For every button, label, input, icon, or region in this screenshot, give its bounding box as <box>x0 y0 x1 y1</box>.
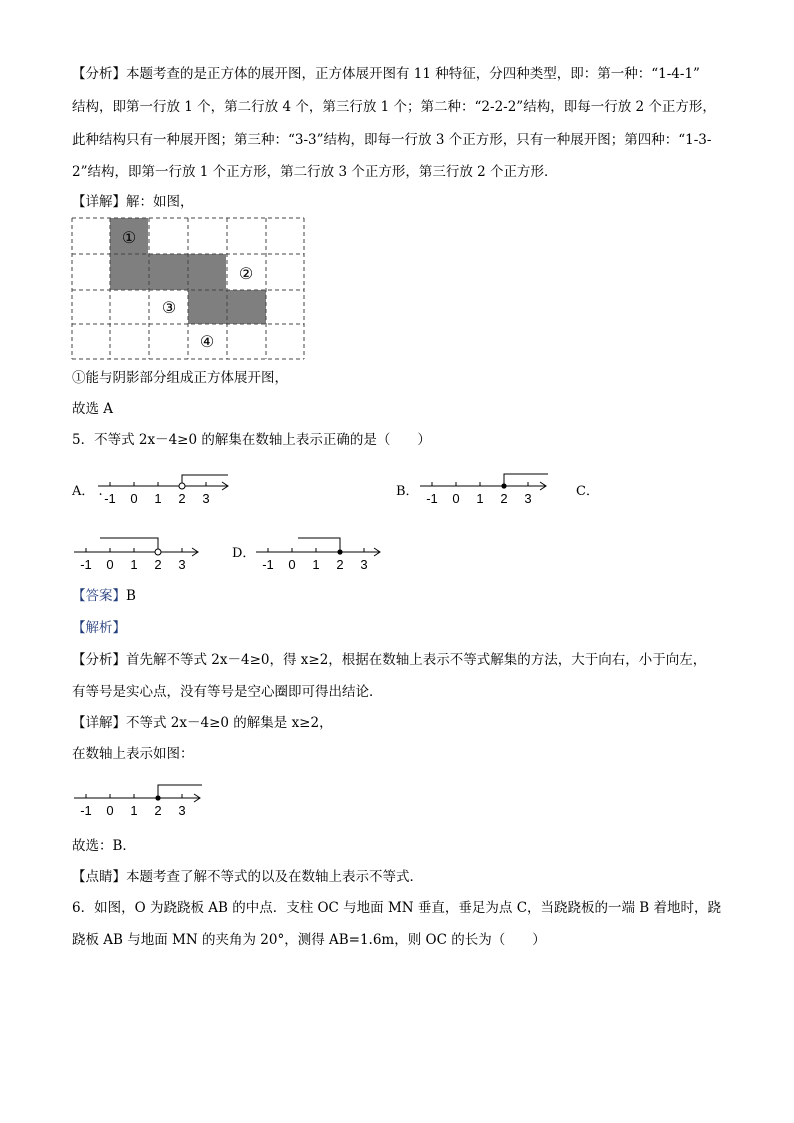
svg-text:0: 0 <box>106 803 114 818</box>
tick-label: 2 <box>178 491 186 506</box>
svg-text:0: 0 <box>106 557 114 572</box>
solid-dot <box>155 795 160 800</box>
xiangjie-line-1: 【详解】不等式 2x－4≥0 的解集是 x≥2， <box>72 715 333 731</box>
grid-label-4: ④ <box>199 334 215 351</box>
question-5: 5．不等式 2x－4≥0 的解集在数轴上表示正确的是（ ） <box>72 432 431 448</box>
analysis-line-2: 结构，即第一行放 1 个，第二行放 4 个，第三行放 1 个；第二种：“2-2-2”结构，即每一行放 2 个正方形， <box>72 99 716 115</box>
svg-text:-1: -1 <box>80 803 92 818</box>
tick-label: 0 <box>130 491 138 506</box>
svg-text:3: 3 <box>524 491 532 506</box>
shaded-cell <box>110 254 226 290</box>
svg-text:2: 2 <box>154 557 162 572</box>
guxuan-line: 故选：B． <box>72 838 136 854</box>
solid-dot <box>501 483 506 488</box>
number-line-c <box>72 534 208 572</box>
number-line-d <box>254 534 390 572</box>
grid-label-3: ③ <box>161 300 177 317</box>
svg-text:0: 0 <box>452 491 460 506</box>
cube-net-grid <box>70 216 308 362</box>
grid-label-1: ① <box>121 230 137 247</box>
tick-label: -1 <box>104 491 116 506</box>
svg-text:1: 1 <box>130 803 138 818</box>
tick-label: 3 <box>202 491 210 506</box>
jiexi-tag: 【解析】 <box>72 620 126 636</box>
analysis-line-4: 2”结构，即第一行放 1 个正方形，第二行放 3 个正方形，第三行放 2 个正方形． <box>72 164 558 180</box>
option-c-label: C． <box>576 484 599 499</box>
svg-text:1: 1 <box>476 491 484 506</box>
option-d-label: D． <box>232 546 256 561</box>
svg-text:-1: -1 <box>80 557 92 572</box>
svg-text:3: 3 <box>178 557 186 572</box>
fenxi-line-1: 【分析】首先解不等式 2x－4≥0，得 x≥2，根据在数轴上表示不等式解集的方法，大于向右，小于向左， <box>72 652 707 668</box>
analysis-line-1: 【分析】本题考查的是正方体的展开图，正方体展开图有 11 种特征，分四种类型，即：第一种：“1-4-1” <box>72 66 700 82</box>
open-dot <box>155 549 161 555</box>
detail-intro: 【详解】解：如图， <box>72 194 194 210</box>
grid-label-2: ② <box>238 266 254 283</box>
analysis-line-3: 此种结构只有一种展开图；第三种：“3-3”结构，即每一行放 3 个正方形，只有一种展开图；第四种：“1-3- <box>72 132 712 148</box>
svg-text:3: 3 <box>178 803 186 818</box>
svg-text:2: 2 <box>154 803 162 818</box>
svg-text:1: 1 <box>312 557 320 572</box>
svg-text:2: 2 <box>500 491 508 506</box>
svg-text:-1: -1 <box>262 557 274 572</box>
solid-dot <box>337 549 342 554</box>
question-6-line-2: 跷板 AB 与地面 MN 的夹角为 20°，测得 AB=1.6m，则 OC 的长为（ ） <box>72 932 546 948</box>
question-6-line-1: 6．如图，O 为跷跷板 AB 的中点．支柱 OC 与地面 MN 垂直，垂足为点 C，当跷跷板的一端 B 着地时，跷 <box>72 900 722 916</box>
xiangjie-line-2: 在数轴上表示如图： <box>72 746 194 762</box>
dianjing-line: 【点睛】本题考查了解不等式的以及在数轴上表示不等式． <box>72 869 423 885</box>
svg-text:3: 3 <box>360 557 368 572</box>
option-a-label: A． . <box>72 484 103 499</box>
svg-text:1: 1 <box>130 557 138 572</box>
answer-line <box>72 586 136 606</box>
number-line-b <box>418 472 554 508</box>
grid-lines <box>72 218 304 359</box>
answer-value: B <box>126 588 136 604</box>
tick-label: 1 <box>154 491 162 506</box>
answer-tag: 【答案】 <box>72 588 126 604</box>
option-b-label: B． <box>396 484 419 499</box>
conclusion-line: ①能与阴影部分组成正方体展开图， <box>72 370 288 386</box>
choice-line: 故选 A <box>72 401 114 417</box>
fenxi-line-2: 有等号是实心点，没有等号是空心圈即可得出结论． <box>72 684 383 700</box>
svg-text:-1: -1 <box>426 491 438 506</box>
svg-text:0: 0 <box>288 557 296 572</box>
solution-number-line <box>72 780 208 818</box>
open-dot <box>179 483 185 489</box>
number-line-a <box>96 472 232 508</box>
svg-text:2: 2 <box>336 557 344 572</box>
